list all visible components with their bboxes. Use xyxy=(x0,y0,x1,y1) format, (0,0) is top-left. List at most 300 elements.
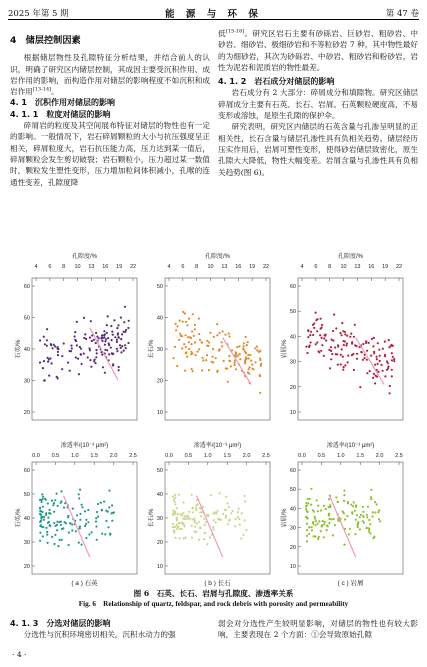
plot-frame xyxy=(165,462,270,574)
y-tick-label: 50 xyxy=(289,487,296,494)
scatter-point xyxy=(378,518,380,520)
section-heading-4-1-1: 4. 1. 1 粒度对储层的影响 xyxy=(10,109,111,119)
scatter-point xyxy=(110,325,112,327)
y-axis-label: 岩屑/% xyxy=(282,508,288,528)
scatter-point xyxy=(61,355,63,357)
y-tick-label: 60 xyxy=(289,284,296,290)
scatter-point xyxy=(212,526,214,528)
scatter-point xyxy=(43,519,45,521)
scatter-point xyxy=(224,334,226,336)
scatter-point xyxy=(309,345,311,347)
scatter-point xyxy=(53,511,55,513)
scatter-point xyxy=(251,363,253,365)
scatter-point xyxy=(90,320,92,322)
scatter-point xyxy=(343,500,345,502)
scatter-point xyxy=(184,537,186,539)
scatter-point xyxy=(227,381,229,383)
scatter-point xyxy=(311,529,313,531)
scatter-point xyxy=(74,335,76,337)
figure-caption xyxy=(0,588,427,609)
scatter-point xyxy=(47,542,49,544)
scatter-point xyxy=(95,520,97,522)
scatter-point xyxy=(350,333,352,335)
scatter-point xyxy=(239,353,241,355)
scatter-point xyxy=(248,357,250,359)
scatter-point xyxy=(50,343,52,345)
scatter-point xyxy=(330,350,332,352)
scatter-point xyxy=(60,490,62,492)
scatter-point xyxy=(183,525,185,527)
scatter-point xyxy=(228,355,230,357)
scatter-point xyxy=(305,505,307,507)
scatter-point xyxy=(186,515,188,517)
scatter-point xyxy=(178,537,180,539)
scatter-point xyxy=(208,341,210,343)
scatter-point xyxy=(308,533,310,535)
top-tick-label: 19 xyxy=(249,264,256,270)
scatter-point xyxy=(363,516,365,518)
scatter-point xyxy=(325,508,327,510)
y-tick-label: 50 xyxy=(156,468,163,474)
scatter-point xyxy=(381,364,383,366)
scatter-point xyxy=(61,539,63,541)
scatter-point xyxy=(351,343,353,345)
scatter-point xyxy=(212,348,214,350)
scatter-point xyxy=(314,535,316,537)
scatter-point xyxy=(205,521,207,523)
scatter-point xyxy=(123,350,125,352)
scatter-point xyxy=(260,365,262,367)
scatter-point xyxy=(343,494,345,496)
top-tick-label: 16 xyxy=(235,264,242,270)
scatter-point xyxy=(191,352,193,354)
scatter-point xyxy=(57,545,59,547)
scatter-point xyxy=(221,341,223,343)
scatter-point xyxy=(371,515,373,517)
scatter-point xyxy=(328,506,330,508)
scatter-point xyxy=(49,524,51,526)
scatter-point xyxy=(332,330,334,332)
scatter-point xyxy=(347,355,349,357)
scatter-point xyxy=(192,313,194,315)
scatter-point xyxy=(44,498,46,500)
scatter-point xyxy=(354,510,356,512)
right-column xyxy=(218,28,418,178)
scatter-point xyxy=(313,322,315,324)
scatter-point xyxy=(354,324,356,326)
scatter-point xyxy=(76,344,78,346)
scatter-point xyxy=(81,504,83,506)
top-tick-label: 1.5 xyxy=(90,453,99,459)
scatter-point xyxy=(242,534,244,536)
scatter-point xyxy=(70,345,72,347)
top-tick-label: 2.0 xyxy=(375,453,384,459)
scatter-point xyxy=(310,504,312,506)
scatter-point xyxy=(355,519,357,521)
paragraph: 碎屑岩的粒度及其空间展布特征对储层的物性也有一定的影响。一般情况下，岩石碎屑颗粒的大小与抗压强度呈正相关，碎屑粒度大，岩石抗压能力高，压力达到某一值后，碎屑颗粒会发生剪切破裂；岩石颗粒小，压力超过某一数值时，颗粒发生塑性变形，压力增加粒间体积减小，孔喉的连通性变差，孔隙度降 xyxy=(10,121,210,187)
scatter-point xyxy=(306,535,308,537)
scatter-point xyxy=(393,360,395,362)
y-tick-label: 40 xyxy=(23,516,30,522)
scatter-point xyxy=(175,329,177,331)
scatter-point xyxy=(84,333,86,335)
y-tick-label: 20 xyxy=(23,410,30,416)
scatter-point xyxy=(48,512,50,514)
plot-frame xyxy=(298,278,403,420)
running-header xyxy=(8,6,419,20)
scatter-point xyxy=(42,535,44,537)
scatter-point xyxy=(114,336,116,338)
scatter-point xyxy=(39,507,41,509)
scatter-point xyxy=(112,334,114,336)
y-tick-label: 60 xyxy=(23,468,30,474)
scatter-point xyxy=(306,523,308,525)
scatter-point xyxy=(209,332,211,334)
scatter-point xyxy=(112,364,114,366)
scatter-point xyxy=(93,339,95,341)
scatter-point xyxy=(90,366,92,368)
scatter-point xyxy=(343,544,345,546)
scatter-point xyxy=(317,523,319,525)
top-tick-label: 1.5 xyxy=(356,453,365,459)
scatter-point xyxy=(39,362,41,364)
scatter-point xyxy=(43,336,45,338)
top-tick-label: 4 xyxy=(300,264,304,270)
scatter-point xyxy=(319,334,321,336)
scatter-point xyxy=(127,327,129,329)
scatter-point xyxy=(97,516,99,518)
scatter-point xyxy=(111,339,113,341)
scatter-point xyxy=(321,337,323,339)
scatter-point xyxy=(330,518,332,520)
scatter-point xyxy=(195,507,197,509)
scatter-point xyxy=(382,370,384,372)
scatter-point xyxy=(356,353,358,355)
scatter-point xyxy=(315,524,317,526)
scatter-point xyxy=(325,334,327,336)
scatter-point xyxy=(337,501,339,503)
scatter-point xyxy=(96,539,98,541)
scatter-point xyxy=(224,509,226,511)
scatter-point xyxy=(198,521,200,523)
scatter-point xyxy=(57,351,59,353)
scatter-point xyxy=(247,354,249,356)
scatter-point xyxy=(254,361,256,363)
scatter-point xyxy=(215,521,217,523)
scatter-point xyxy=(365,340,367,342)
scatter-point xyxy=(310,488,312,490)
scatter-point xyxy=(248,368,250,370)
scatter-point xyxy=(326,529,328,531)
scatter-point xyxy=(243,495,245,497)
top-tick-label: 2.5 xyxy=(395,453,403,459)
scatter-point xyxy=(376,356,378,358)
bottom-axis-title: 渗透率/(10⁻³ μm²) xyxy=(193,443,242,449)
scatter-point xyxy=(124,306,126,308)
scatter-point xyxy=(321,524,323,526)
scatter-point xyxy=(225,496,227,498)
scatter-point xyxy=(81,363,83,365)
scatter-point xyxy=(199,511,201,513)
scatter-point xyxy=(389,392,391,394)
scatter-point xyxy=(343,344,345,346)
scatter-point xyxy=(43,360,45,362)
scatter-point xyxy=(71,347,73,349)
figure-caption-en: Fig. 6 Relationship of quartz, feldspar, and rock debris with porosity and permeability xyxy=(78,600,349,608)
scatter-point xyxy=(368,531,370,533)
scatter-point xyxy=(205,359,207,361)
scatter-point xyxy=(316,330,318,332)
scatter-point xyxy=(239,524,241,526)
scatter-point xyxy=(95,342,97,344)
scatter-point xyxy=(215,357,217,359)
scatter-point xyxy=(93,360,95,362)
scatter-point xyxy=(79,527,81,529)
scatter-point xyxy=(179,513,181,515)
scatter-point xyxy=(48,375,50,377)
top-axis-title: 孔隙度/% xyxy=(337,254,364,260)
scatter-point xyxy=(369,532,371,534)
scatter-point xyxy=(91,340,93,342)
scatter-point xyxy=(83,353,85,355)
scatter-point xyxy=(89,337,91,339)
scatter-point xyxy=(101,533,103,535)
scatter-point xyxy=(252,368,254,370)
scatter-point xyxy=(117,332,119,334)
scatter-point xyxy=(198,348,200,350)
scatter-point xyxy=(312,509,314,511)
scatter-point xyxy=(198,539,200,541)
scatter-point xyxy=(88,533,90,535)
scatter-point xyxy=(199,527,201,529)
scatter-point xyxy=(83,317,85,319)
scatter-point xyxy=(121,333,123,335)
scatter-point xyxy=(370,489,372,491)
scatter-point xyxy=(314,518,316,520)
scatter-point xyxy=(191,330,193,332)
scatter-point xyxy=(104,372,106,374)
scatter-point xyxy=(80,354,82,356)
scatter-point xyxy=(325,340,327,342)
scatter-point xyxy=(192,370,194,372)
scatter-point xyxy=(39,521,41,523)
scatter-point xyxy=(183,537,185,539)
scatter-point xyxy=(85,523,87,525)
scatter-point xyxy=(315,520,317,522)
top-tick-label: 0.0 xyxy=(298,453,306,459)
bottom-axis-title: 渗透率/(10⁻³ μm²) xyxy=(60,443,109,449)
scatter-point xyxy=(391,352,393,354)
scatter-point xyxy=(183,343,185,345)
scatter-point xyxy=(219,348,221,350)
scatter-point xyxy=(341,348,343,350)
scatter-point xyxy=(216,334,218,336)
scatter-point xyxy=(47,517,49,519)
scatter-point xyxy=(51,362,53,364)
scatter-point xyxy=(323,505,325,507)
scatter-point xyxy=(104,344,106,346)
top-tick-label: 1.5 xyxy=(223,453,232,459)
scatter-point xyxy=(43,516,45,518)
scatter-point xyxy=(374,501,376,503)
scatter-point xyxy=(310,341,312,343)
scatter-point xyxy=(108,353,110,355)
scatter-point xyxy=(42,526,44,528)
scatter-point xyxy=(317,510,319,512)
scatter-point xyxy=(213,336,215,338)
scatter-point xyxy=(190,343,192,345)
scatter-point xyxy=(330,358,332,360)
scatter-point xyxy=(47,361,49,363)
scatter-point xyxy=(249,354,251,356)
scatter-point xyxy=(69,370,71,372)
scatter-point xyxy=(223,360,225,362)
scatter-point xyxy=(64,521,66,523)
scatter-point xyxy=(248,373,250,375)
scatter-point xyxy=(181,528,183,530)
scatter-point xyxy=(85,519,87,521)
scatter-point xyxy=(315,312,317,314)
scatter-point xyxy=(79,525,81,527)
scatter-point xyxy=(366,514,368,516)
scatter-point xyxy=(104,533,106,535)
scatter-point xyxy=(62,527,64,529)
top-tick-label: 19 xyxy=(116,264,123,270)
top-tick-label: 0.0 xyxy=(32,453,40,459)
scatter-point xyxy=(106,324,108,326)
scatter-point xyxy=(57,354,59,356)
scatter-point xyxy=(204,532,206,534)
scatter-point xyxy=(309,498,311,500)
scatter-point xyxy=(242,348,244,350)
scatter-point xyxy=(330,346,332,348)
scatter-point xyxy=(195,509,197,511)
y-axis-label: 石英/% xyxy=(16,508,22,528)
scatter-point xyxy=(362,343,364,345)
scatter-point xyxy=(203,518,205,520)
scatter-point xyxy=(179,522,181,524)
scatter-point xyxy=(321,324,323,326)
scatter-point xyxy=(354,344,356,346)
y-tick-label: 20 xyxy=(289,384,296,391)
scatter-point xyxy=(307,511,309,513)
scatter-point xyxy=(369,523,371,525)
scatter-point xyxy=(306,540,308,542)
scatter-point xyxy=(216,323,218,325)
scatter-point xyxy=(78,542,80,544)
scatter-point xyxy=(91,531,93,533)
scatter-point xyxy=(342,330,344,332)
scatter-point xyxy=(185,352,187,354)
scatter-point xyxy=(81,544,83,546)
scatter-point xyxy=(346,335,348,337)
scatter-point xyxy=(207,345,209,347)
scatter-point xyxy=(307,330,309,332)
scatter-point xyxy=(184,515,186,517)
scatter-point xyxy=(128,320,130,322)
y-tick-label: 10 xyxy=(156,564,163,570)
scatter-point xyxy=(191,368,193,370)
scatter-point xyxy=(76,321,78,323)
scatter-point xyxy=(43,380,45,382)
scatter-point xyxy=(60,521,62,523)
scatter-point xyxy=(240,537,242,539)
scatter-point xyxy=(356,514,358,516)
scatter-point xyxy=(386,369,388,371)
scatter-point xyxy=(218,518,220,520)
scatter-point xyxy=(184,334,186,336)
section-heading-4-1-2: 4. 1. 2 岩石成分对储层的影响 xyxy=(218,77,335,87)
y-tick-label: 50 xyxy=(23,315,30,322)
scatter-point xyxy=(95,332,97,334)
scatter-point xyxy=(188,318,190,320)
scatter-point xyxy=(53,344,55,346)
scatter-point xyxy=(180,335,182,337)
scatter-point xyxy=(78,493,80,495)
scatter-point xyxy=(237,511,239,513)
scatter-point xyxy=(322,520,324,522)
scatter-point xyxy=(366,372,368,374)
scatter-point xyxy=(318,520,320,522)
scatter-point xyxy=(193,518,195,520)
scatter-point xyxy=(354,533,356,535)
top-tick-label: 0.5 xyxy=(51,453,60,459)
scatter-point xyxy=(47,357,49,359)
top-tick-label: 10 xyxy=(340,264,347,270)
scatter-point xyxy=(305,502,307,504)
scatter-point xyxy=(56,493,58,495)
scatter-point xyxy=(376,503,378,505)
scatter-point xyxy=(206,340,208,342)
scatter-point xyxy=(206,543,208,545)
scatter-point xyxy=(175,537,177,539)
scatter-point xyxy=(199,339,201,341)
scatter-point xyxy=(39,532,41,534)
scatter-point xyxy=(172,523,174,525)
scatter-point xyxy=(372,377,374,379)
scatter-point xyxy=(78,497,80,499)
y-axis-label: 岩屑/% xyxy=(282,339,288,359)
scatter-point xyxy=(219,332,221,334)
section-heading-4: 4 储层控制因素 xyxy=(10,35,81,46)
scatter-point xyxy=(391,359,393,361)
scatter-point xyxy=(182,321,184,323)
scatter-point xyxy=(245,529,247,531)
scatter-point xyxy=(79,489,81,491)
scatter-point xyxy=(320,350,322,352)
left-column xyxy=(10,28,210,188)
scatter-point xyxy=(52,347,54,349)
section-heading-4-1: 4. 1 沉积作用对储层的影响 xyxy=(10,98,115,108)
scatter-point xyxy=(60,524,62,526)
scatter-point xyxy=(369,370,371,372)
scatter-point xyxy=(40,514,42,516)
scatter-point xyxy=(183,501,185,503)
top-tick-label: 13 xyxy=(221,264,228,270)
scatter-point xyxy=(334,346,336,348)
y-axis-label: 石英/% xyxy=(16,339,22,359)
scatter-point xyxy=(306,352,308,354)
scatter-point xyxy=(57,505,59,507)
scatter-point xyxy=(48,521,50,523)
scatter-point xyxy=(228,506,230,508)
scatter-point xyxy=(234,362,236,364)
scatter-point xyxy=(227,523,229,525)
scatter-point xyxy=(393,358,395,360)
scatter-point xyxy=(316,318,318,320)
scatter-point xyxy=(88,347,90,349)
scatter-point xyxy=(228,332,230,334)
